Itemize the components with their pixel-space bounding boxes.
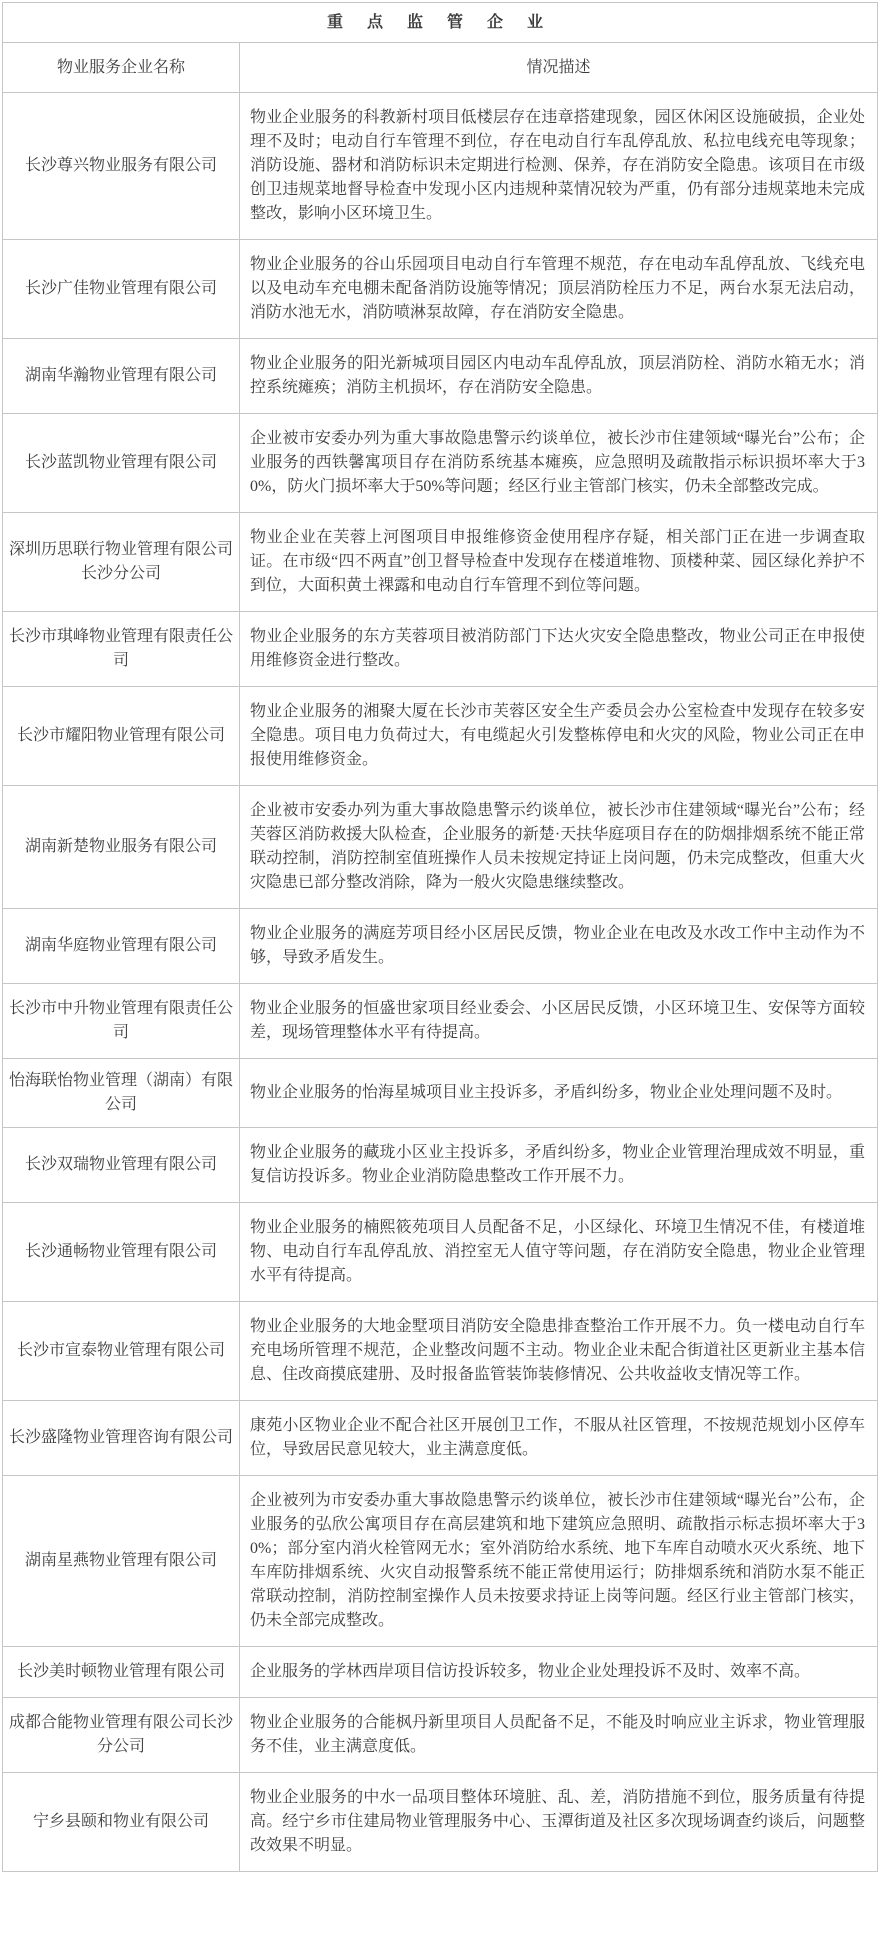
company-name-cell: 宁乡县颐和物业有限公司 [3,1773,240,1872]
description-cell: 物业企业在芙蓉上河图项目申报维修资金使用程序存疑，相关部门正在进一步调查取证。在市级“四不两直”创卫督导检查中发现存在楼道堆物、顶楼种菜、园区绿化养护不到位，大面积黄土裸露和电动自行车管理不到位等问题。 [240,513,878,612]
table-row [3,909,878,984]
description-cell: 物业企业服务的怡海星城项目业主投诉多，矛盾纠纷多，物业企业处理问题不及时。 [240,1059,878,1128]
column-header-company: 物业服务企业名称 [3,43,240,93]
company-name-cell: 深圳历思联行物业管理有限公司长沙分公司 [3,513,240,612]
description-cell: 物业企业服务的东方芙蓉项目被消防部门下达火灾安全隐患整改，物业公司正在申报使用维修资金进行整改。 [240,612,878,687]
description-cell: 物业企业服务的恒盛世家项目经业委会、小区居民反馈，小区环境卫生、安保等方面较差，现场管理整体水平有待提高。 [240,984,878,1059]
page-title: 重 点 监 管 企 业 [3,3,878,43]
title-row [3,3,878,43]
company-name-cell: 长沙市宣泰物业管理有限公司 [3,1302,240,1401]
description-cell: 企业服务的学林西岸项目信访投诉较多，物业企业处理投诉不及时、效率不高。 [240,1647,878,1698]
company-name-cell: 长沙通畅物业管理有限公司 [3,1203,240,1302]
description-cell: 物业企业服务的科教新村项目低楼层存在违章搭建现象，园区休闲区设施破损，企业处理不及时；电动自行车管理不到位，存在电动自行车乱停乱放、私拉电线充电等现象；消防设施、器材和消防标识未定期进行检测、保养，存在消防安全隐患。该项目在市级创卫违规菜地督导检查中发现小区内违规种菜情况较为严重，仍有部分违规菜地未完成整改，影响小区环境卫生。 [240,93,878,240]
description-cell: 物业企业服务的合能枫丹新里项目人员配备不足，不能及时响应业主诉求，物业管理服务不佳，业主满意度低。 [240,1698,878,1773]
description-cell: 物业企业服务的藏珑小区业主投诉多，矛盾纠纷多，物业企业管理治理成效不明显，重复信访投诉多。物业企业消防隐患整改工作开展不力。 [240,1128,878,1203]
table-row [3,1203,878,1302]
company-name-cell: 湖南新楚物业服务有限公司 [3,786,240,909]
description-cell: 企业被列为市安委办重大事故隐患警示约谈单位，被长沙市住建领域“曝光台”公布，企业服务的弘欣公寓项目存在高层建筑和地下建筑应急照明、疏散指示标志损坏率大于30%；部分室内消火栓管网无水；室外消防给水系统、地下车库自动喷水灭火系统、地下车库防排烟系统、火灾自动报警系统不能正常使用运行；防排烟系统和消防水泵不能正常联动控制，消防控制室操作人员未按要求持证上岗等问题。经区行业主管部门核实，仍未全部完成整改。 [240,1476,878,1647]
table-body [3,3,878,1872]
table-row [3,339,878,414]
description-cell: 物业企业服务的中水一品项目整体环境脏、乱、差，消防措施不到位，服务质量有待提高。经宁乡市住建局物业管理服务中心、玉潭街道及社区多次现场调查约谈后，问题整改效果不明显。 [240,1773,878,1872]
table-row [3,612,878,687]
table-row [3,1647,878,1698]
description-cell: 康苑小区物业企业不配合社区开展创卫工作，不服从社区管理，不按规范规划小区停车位，导致居民意见较大，业主满意度低。 [240,1401,878,1476]
table-row [3,1302,878,1401]
description-cell: 物业企业服务的楠熙筱苑项目人员配备不足，小区绿化、环境卫生情况不佳，有楼道堆物、电动自行车乱停乱放、消控室无人值守等问题，存在消防安全隐患，物业企业管理水平有待提高。 [240,1203,878,1302]
description-cell: 物业企业服务的满庭芳项目经小区居民反馈，物业企业在电改及水改工作中主动作为不够，导致矛盾发生。 [240,909,878,984]
company-name-cell: 长沙尊兴物业服务有限公司 [3,93,240,240]
company-name-cell: 成都合能物业管理有限公司长沙分公司 [3,1698,240,1773]
description-cell: 物业企业服务的阳光新城项目园区内电动车乱停乱放，顶层消防栓、消防水箱无水；消控系统瘫痪；消防主机损坏，存在消防安全隐患。 [240,339,878,414]
table-row [3,93,878,240]
supervised-enterprises-table [2,2,878,1872]
company-name-cell: 长沙市琪峰物业管理有限责任公司 [3,612,240,687]
table-row [3,1401,878,1476]
company-name-cell: 长沙广佳物业管理有限公司 [3,240,240,339]
description-cell: 物业企业服务的谷山乐园项目电动自行车管理不规范，存在电动车乱停乱放、飞线充电以及电动车充电棚未配备消防设施等情况；顶层消防栓压力不足，两台水泵无法启动，消防水池无水，消防喷淋泵故障，存在消防安全隐患。 [240,240,878,339]
company-name-cell: 长沙蓝凯物业管理有限公司 [3,414,240,513]
company-name-cell: 湖南华瀚物业管理有限公司 [3,339,240,414]
company-name-cell: 长沙美时顿物业管理有限公司 [3,1647,240,1698]
company-name-cell: 长沙盛隆物业管理咨询有限公司 [3,1401,240,1476]
table-row [3,513,878,612]
table-row [3,1059,878,1128]
table-row [3,1773,878,1872]
table-row [3,1698,878,1773]
company-name-cell: 长沙市中升物业管理有限责任公司 [3,984,240,1059]
table-row [3,687,878,786]
column-header-description: 情况描述 [240,43,878,93]
description-cell: 物业企业服务的大地金墅项目消防安全隐患排查整治工作开展不力。负一楼电动自行车充电场所管理不规范，企业整改问题不主动。物业企业未配合街道社区更新业主基本信息、住改商摸底建册、及时报备监管装饰装修情况、公共收益收支情况等工作。 [240,1302,878,1401]
table-row [3,1476,878,1647]
company-name-cell: 怡海联怡物业管理（湖南）有限公司 [3,1059,240,1128]
company-name-cell: 湖南星燕物业管理有限公司 [3,1476,240,1647]
description-cell: 物业企业服务的湘聚大厦在长沙市芙蓉区安全生产委员会办公室检查中发现存在较多安全隐患。项目电力负荷过大，有电缆起火引发整栋停电和火灾的风险，物业公司正在申报使用维修资金。 [240,687,878,786]
table-row [3,240,878,339]
table-row [3,984,878,1059]
table-row [3,1128,878,1203]
description-cell: 企业被市安委办列为重大事故隐患警示约谈单位，被长沙市住建领域“曝光台”公布；企业服务的西铁馨寓项目存在消防系统基本瘫痪，应急照明及疏散指示标识损坏率大于30%，防火门损坏率大于50%等问题；经区行业主管部门核实，仍未全部整改完成。 [240,414,878,513]
company-name-cell: 长沙市耀阳物业管理有限公司 [3,687,240,786]
table-row [3,414,878,513]
description-cell: 企业被市安委办列为重大事故隐患警示约谈单位，被长沙市住建领域“曝光台”公布；经芙蓉区消防救援大队检查，企业服务的新楚·天扶华庭项目存在的防烟排烟系统不能正常联动控制，消防控制室值班操作人员未按规定持证上岗问题，仍未完成整改，但重大火灾隐患已部分整改消除，降为一般火灾隐患继续整改。 [240,786,878,909]
table-row [3,786,878,909]
header-row [3,43,878,93]
company-name-cell: 湖南华庭物业管理有限公司 [3,909,240,984]
company-name-cell: 长沙双瑞物业管理有限公司 [3,1128,240,1203]
